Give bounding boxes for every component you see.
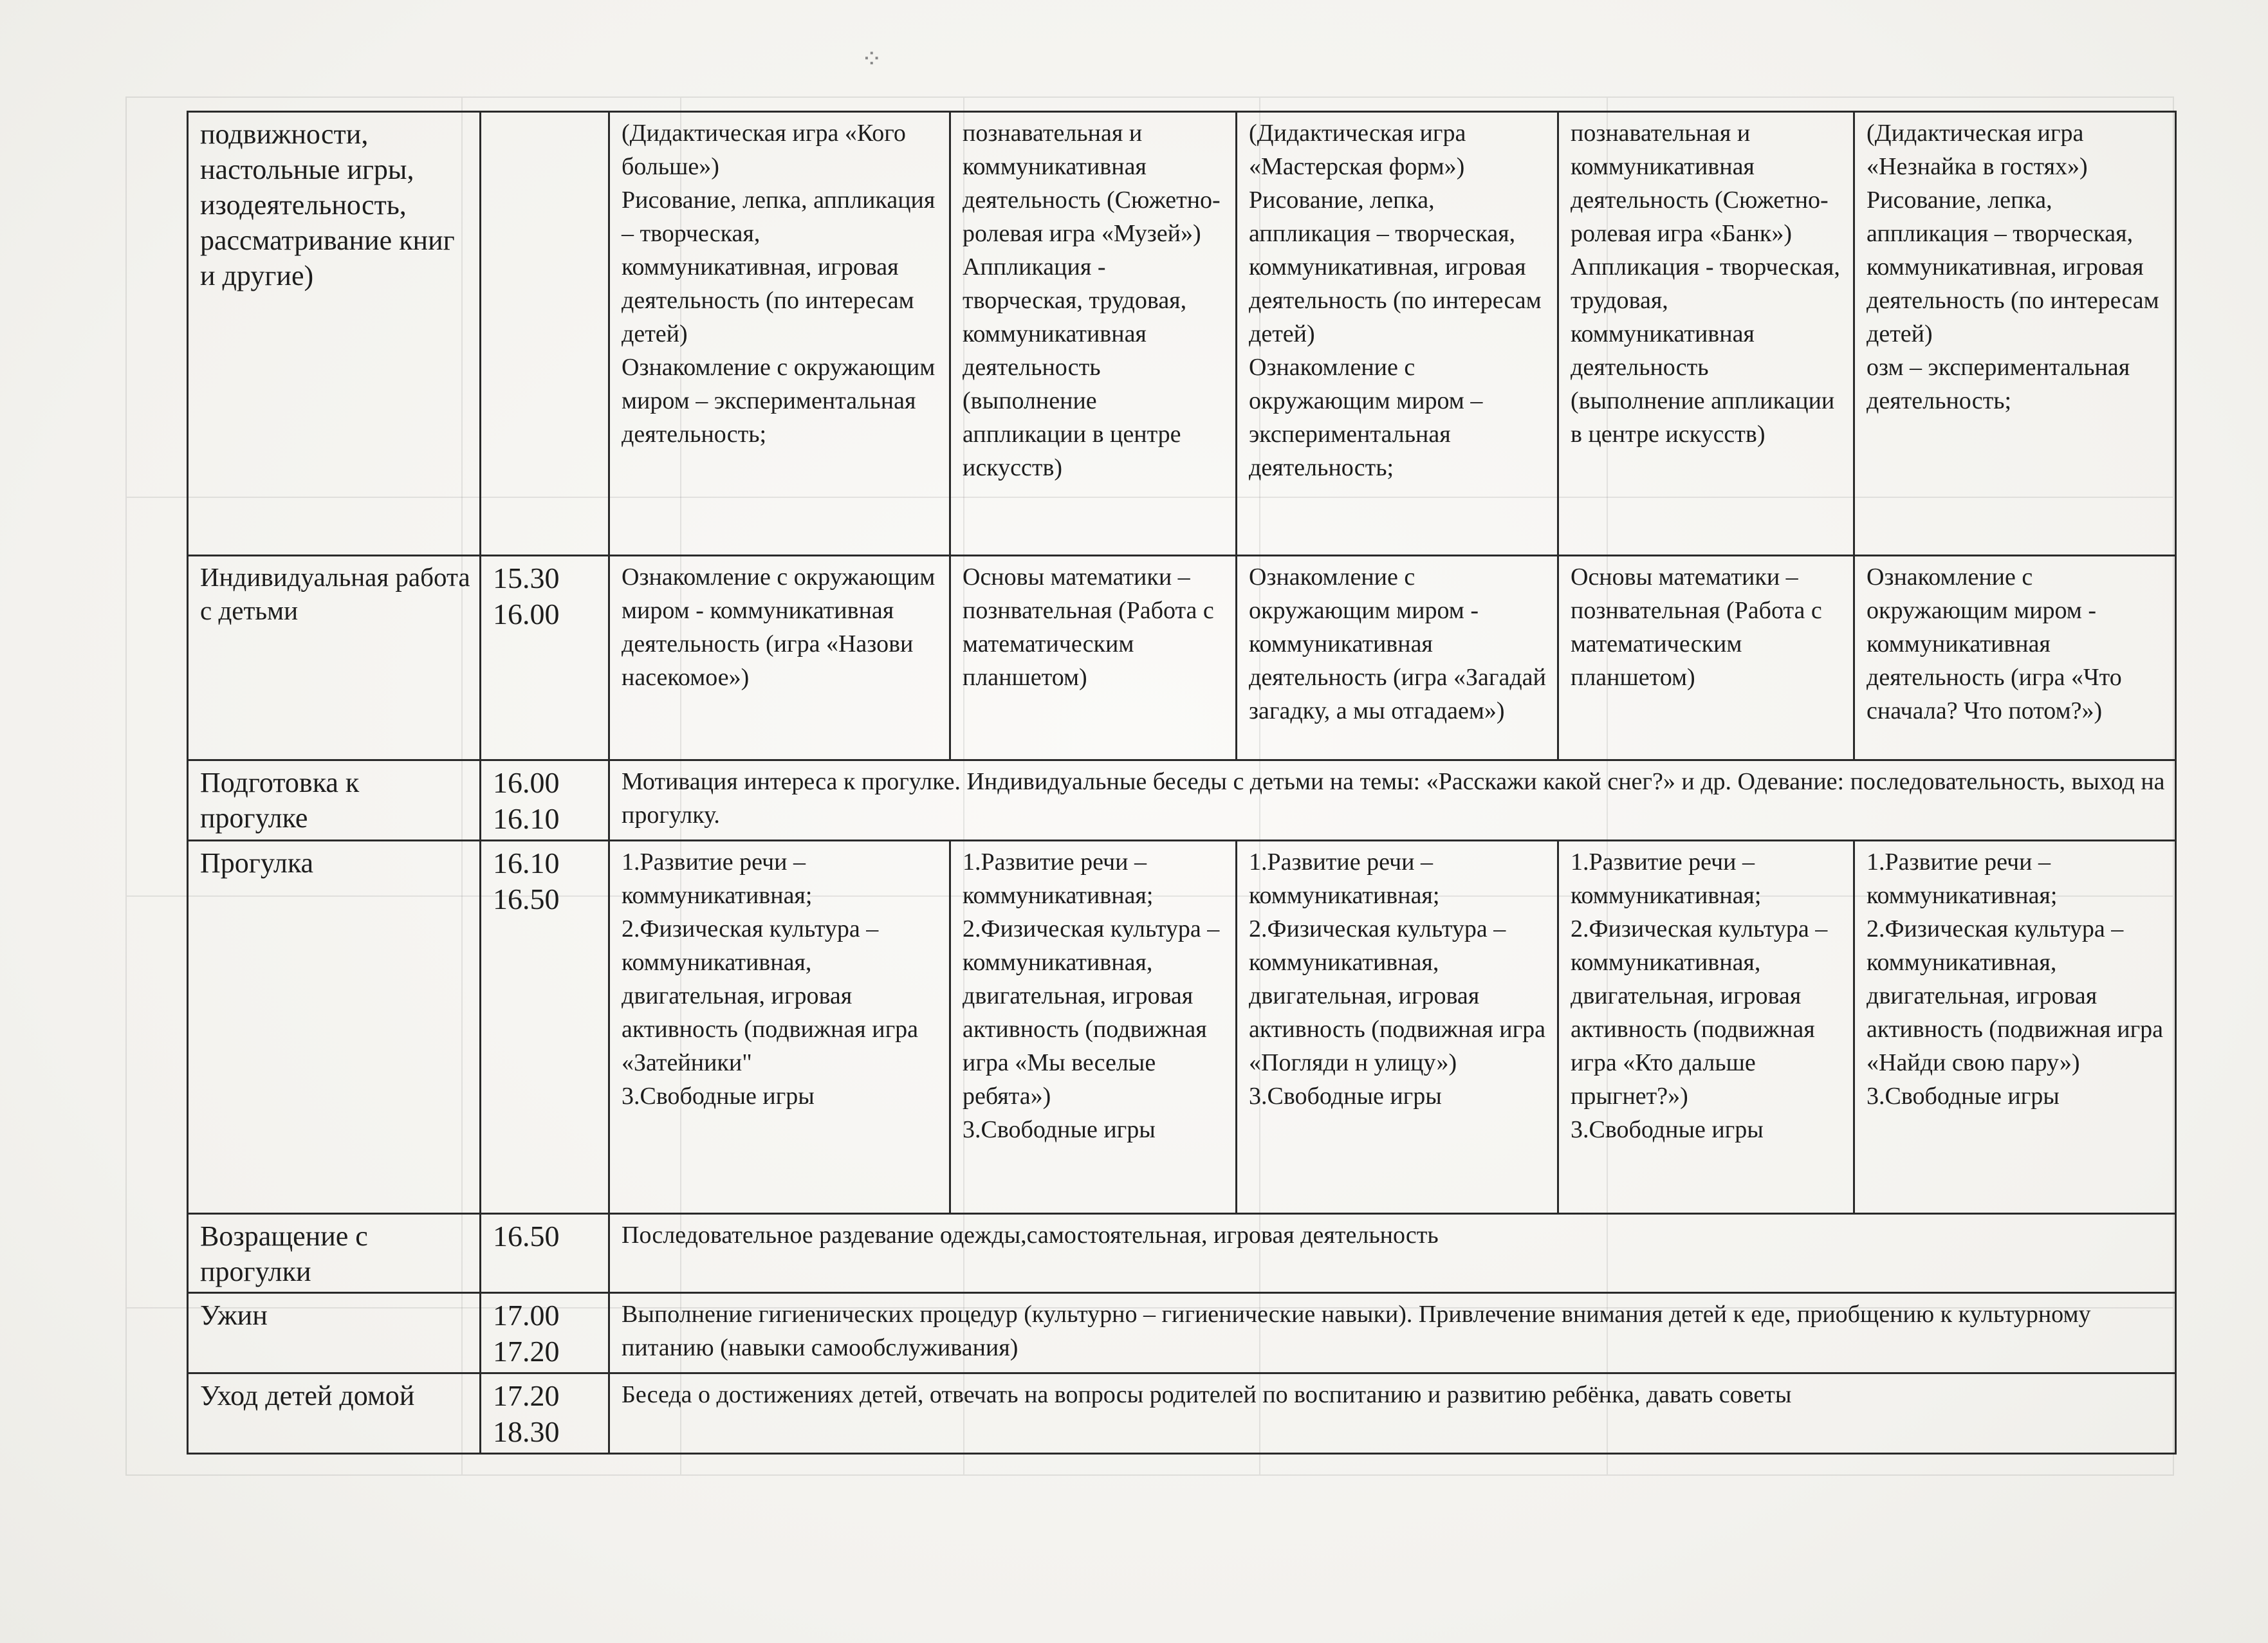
merged-activity-cell: Последовательное раздевание одежды,самостоятельная, игровая деятельность [609,1214,2176,1293]
activity-cell-day3: 1.Развитие речи – коммуникативная; 2.Физическая культура – коммуникативная, двигательная, игровая активность (подвижная игра «Погляди н улицу») 3.Свободные игры [1237,841,1558,1214]
activity-cell-day4: познавательная и коммуникативная деятельность (Сюжетно-ролевая игра «Банк») Аппликация - творческая, трудовая, коммуникативная деятельность (выполнение аппликации в центре искусств) [1558,112,1854,556]
time-cell: 16.50 [481,1214,609,1293]
regime-cell: Индивидуальная работа с детьми [188,556,481,760]
time-cell: 16.00 16.10 [481,760,609,841]
table-row [188,112,2176,556]
time-cell: 17.20 18.30 [481,1373,609,1454]
time-cell [481,112,609,556]
activity-cell-day5: (Дидактическая игра «Незнайка в гостях») Рисование, лепка, аппликация – творческая, коммуникативная, игровая деятельность (по интересам детей) озм – экспериментальная деятельность; [1854,112,2176,556]
activity-cell-day2: познавательная и коммуникативная деятельность (Сюжетно-ролевая игра «Музей») Аппликация - творческая, трудовая, коммуникативная деятельность (выполнение аппликации в центре искусств) [950,112,1237,556]
regime-cell: Уход детей домой [188,1373,481,1454]
table-row [188,760,2176,841]
activity-cell-day1: 1.Развитие речи – коммуникативная; 2.Физическая культура – коммуникативная, двигательная, игровая активность (подвижная игра «Затейники" 3.Свободные игры [609,841,950,1214]
regime-cell: Подготовка к прогулке [188,760,481,841]
regime-cell: Возращение с прогулки [188,1214,481,1293]
time-cell: 17.00 17.20 [481,1293,609,1373]
time-cell: 15.30 16.00 [481,556,609,760]
merged-activity-cell: Выполнение гигиенических процедур (культурно – гигиенические навыки). Привлечение внимания детей к еде, приобщению к культурному питанию (навыки самообслуживания) [609,1293,2176,1373]
activity-cell-day3: Ознакомление с окружающим миром - коммуникативная деятельность (игра «Загадай загадку, а мы отгадаем») [1237,556,1558,760]
activity-cell-day1: (Дидактическая игра «Кого больше») Рисование, лепка, аппликация – творческая, коммуникативная, игровая деятельность (по интересам детей) Ознакомление с окружающим миром – экспериментальная деятельность; [609,112,950,556]
table-row [188,1214,2176,1293]
table-row [188,841,2176,1214]
activity-cell-day4: Основы математики – познвательная (Работа с математическим планшетом) [1558,556,1854,760]
regime-cell: подвижности, настольные игры, изодеятельность, рассматривание книг и другие) [188,112,481,556]
table-row [188,556,2176,760]
merged-activity-cell: Мотивация интереса к прогулке. Индивидуальные беседы с детьми на темы: «Расскажи какой снег?» и др. Одевание: последовательность, выход на прогулку. [609,760,2176,841]
activity-cell-day1: Ознакомление с окружающим миром - коммуникативная деятельность (игра «Назови насекомое») [609,556,950,760]
activity-cell-day5: 1.Развитие речи – коммуникативная; 2.Физическая культура – коммуникативная, двигательная, игровая активность (подвижная игра «Найди свою пару») 3.Свободные игры [1854,841,2176,1214]
regime-cell: Прогулка [188,841,481,1214]
merged-activity-cell: Беседа о достижениях детей, отвечать на вопросы родителей по воспитанию и развитию ребёнка, давать советы [609,1373,2176,1454]
paper-speck: ⁘ [861,44,883,73]
table-row [188,1373,2176,1454]
activity-cell-day2: Основы математики – познвательная (Работа с математическим планшетом) [950,556,1237,760]
activity-cell-day4: 1.Развитие речи – коммуникативная; 2.Физическая культура – коммуникативная, двигательная, игровая активность (подвижная игра «Кто дальше прыгнет?») 3.Свободные игры [1558,841,1854,1214]
table-row [188,1293,2176,1373]
time-cell: 16.10 16.50 [481,841,609,1214]
activity-cell-day5: Ознакомление с окружающим миром - коммуникативная деятельность (игра «Что сначала? Что потом?») [1854,556,2176,760]
activity-cell-day2: 1.Развитие речи – коммуникативная; 2.Физическая культура – коммуникативная, двигательная, игровая активность (подвижная игра «Мы веселые ребята») 3.Свободные игры [950,841,1237,1214]
regime-cell: Ужин [188,1293,481,1373]
activity-cell-day3: (Дидактическая игра «Мастерская форм») Рисование, лепка, аппликация – творческая, коммуникативная, игровая деятельность (по интересам детей) Ознакомление с окружающим миром – экспериментальная деятельность; [1237,112,1558,556]
daily-schedule-table [187,111,2177,1455]
